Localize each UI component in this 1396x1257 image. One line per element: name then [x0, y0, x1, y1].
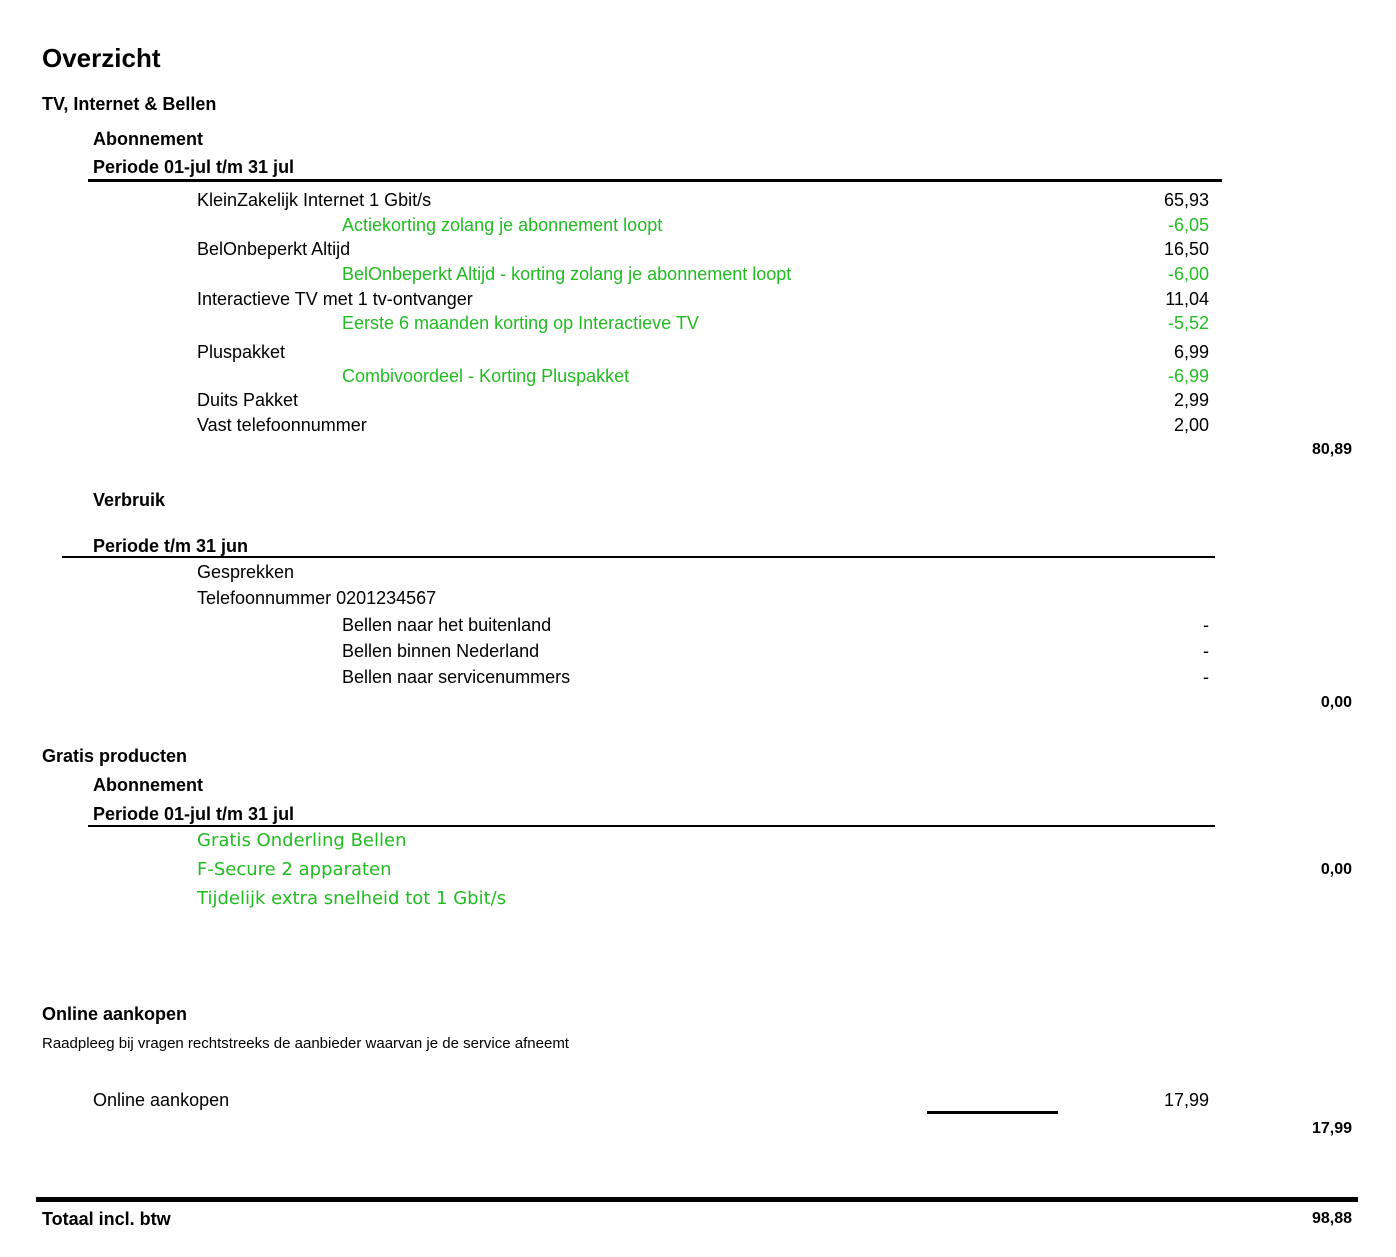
- usage-total: 0,00: [1320, 694, 1352, 711]
- line-item-amount: 6,99: [1173, 342, 1209, 362]
- section-title-online: Online aankopen: [42, 1004, 188, 1024]
- subscription-heading: Abonnement: [93, 129, 203, 149]
- usage-period: Periode t/m 31 jun: [93, 536, 249, 556]
- free-subscription-heading: Abonnement: [93, 775, 203, 795]
- line-item-label: BelOnbeperkt Altijd: [197, 239, 351, 259]
- discount-label: Actiekorting zolang je abonnement loopt: [342, 215, 663, 235]
- line-item-amount: 11,04: [1165, 289, 1209, 309]
- usage-divider: [62, 556, 1215, 558]
- discount-label: BelOnbeperkt Altijd - korting zolang je abonnement loopt: [342, 264, 792, 284]
- usage-heading: Verbruik: [93, 490, 166, 510]
- subscription-period: Periode 01-jul t/m 31 jul: [93, 157, 295, 177]
- line-item-label: Interactieve TV met 1 tv-ontvanger: [197, 289, 473, 309]
- line-item-label: KleinZakelijk Internet 1 Gbit/s: [197, 190, 432, 210]
- line-item-amount: 2,00: [1173, 415, 1209, 435]
- discount-label: Combivoordeel - Korting Pluspakket: [342, 366, 630, 386]
- free-product-item: Tijdelijk extra snelheid tot 1 Gbit/s: [197, 888, 507, 909]
- discount-amount: -5,52: [1167, 313, 1209, 333]
- free-product-item: F-Secure 2 apparaten: [197, 859, 392, 880]
- total-divider: [36, 1197, 1358, 1202]
- usage-line-label: Bellen naar het buitenland: [342, 615, 552, 635]
- usage-group-label: Gesprekken: [197, 562, 295, 582]
- discount-amount: -6,00: [1167, 264, 1209, 284]
- grand-total-label: Totaal incl. btw: [42, 1209, 171, 1229]
- discount-label: Eerste 6 maanden korting op Interactieve TV: [342, 313, 699, 333]
- period-divider: [88, 179, 1222, 182]
- free-total: 0,00: [1320, 861, 1352, 878]
- line-item-amount: 2,99: [1173, 390, 1209, 410]
- line-item-amount: 16,50: [1163, 239, 1209, 259]
- online-underline: [927, 1111, 1058, 1114]
- online-note: Raadpleeg bij vragen rechtstreeks de aanbieder waarvan je de service afneemt: [42, 1035, 569, 1052]
- grand-total-amount: 98,88: [1311, 1210, 1352, 1227]
- free-subscription-period: Periode 01-jul t/m 31 jul: [93, 804, 295, 824]
- section-title-free: Gratis producten: [42, 746, 188, 766]
- online-total: 17,99: [1311, 1120, 1352, 1137]
- discount-amount: -6,99: [1167, 366, 1209, 386]
- line-item-label: Duits Pakket: [197, 390, 299, 410]
- online-line-label: Online aankopen: [93, 1090, 230, 1110]
- usage-line-amount: -: [1203, 615, 1209, 635]
- page-title: Overzicht: [42, 43, 161, 73]
- usage-line-label: Bellen naar servicenummers: [342, 667, 571, 687]
- free-divider: [88, 825, 1215, 827]
- phone-number-label: Telefoonnummer 0201234567: [197, 588, 437, 608]
- usage-line-amount: -: [1203, 641, 1209, 661]
- section-title-tv: TV, Internet & Bellen: [42, 94, 217, 114]
- usage-line-amount: -: [1203, 667, 1209, 687]
- discount-amount: -6,05: [1167, 215, 1209, 235]
- online-line-amount: 17,99: [1163, 1090, 1209, 1110]
- subscription-total: 80,89: [1311, 441, 1352, 458]
- line-item-amount: 65,93: [1163, 190, 1209, 210]
- line-item-label: Pluspakket: [197, 342, 286, 362]
- line-item-label: Vast telefoonnummer: [197, 415, 367, 435]
- usage-line-label: Bellen binnen Nederland: [342, 641, 540, 661]
- free-product-item: Gratis Onderling Bellen: [197, 830, 407, 851]
